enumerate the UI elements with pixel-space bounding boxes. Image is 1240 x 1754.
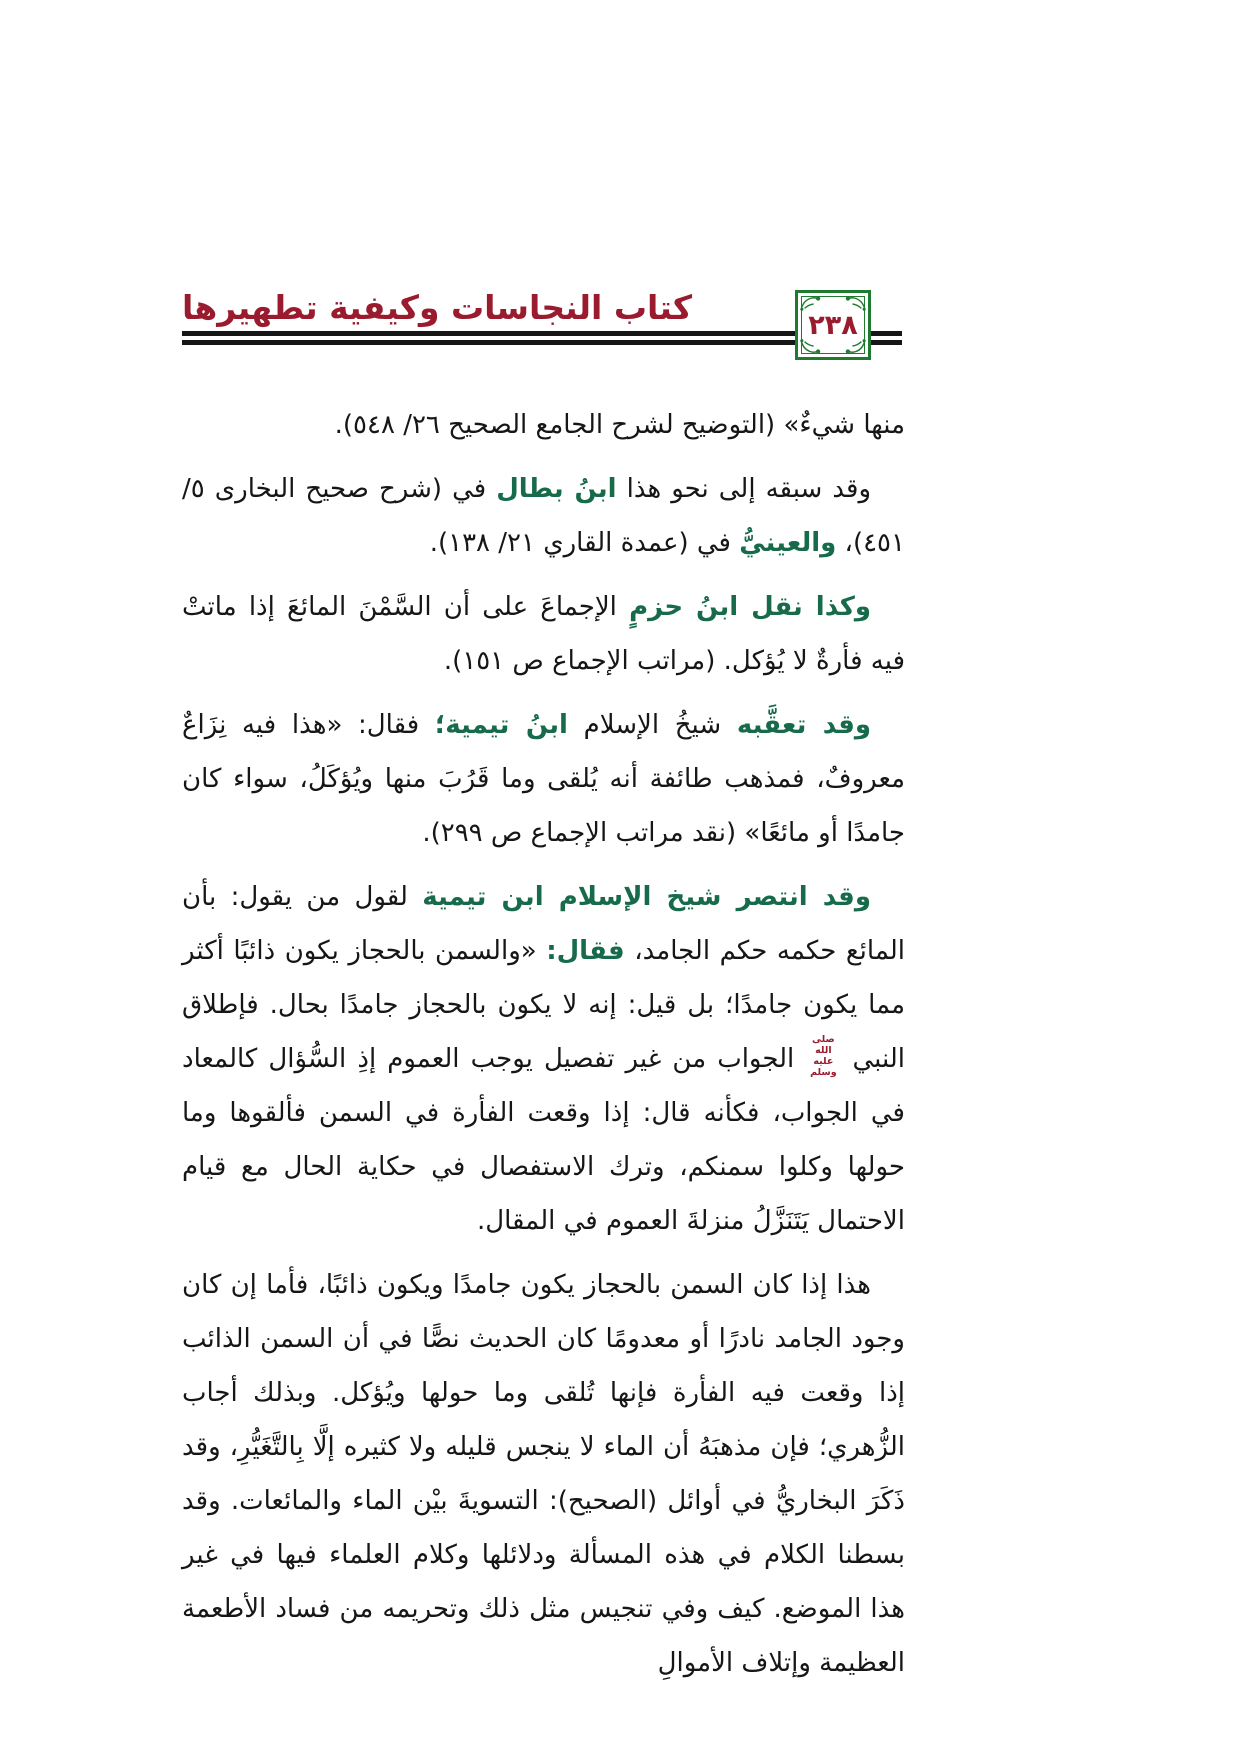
paragraph (182, 398, 905, 452)
text-run: في (عمدة القاري ٢١/ ١٣٨). (429, 528, 740, 558)
paragraph (182, 870, 905, 1248)
highlighted-name: وقد انتصر شيخ الإسلام ابن تيمية (422, 882, 871, 912)
page-header (182, 284, 905, 370)
page-number: ٢٣٨ (808, 309, 858, 341)
highlighted-name: وكذا نقل ابنُ حزمٍ (629, 592, 871, 622)
floral-corner-icon (845, 294, 867, 312)
salawat-seal-icon (805, 1035, 841, 1079)
salawat-seal-line: عليه وسلم (810, 1056, 837, 1078)
paragraph (182, 698, 905, 860)
text-run: فقال: «هذا فيه نِزَاعٌ معروفٌ، فمذهب طائفة أنه يُلقى وما قَرُبَ منها ويُؤكَلُ، سواء كان جامدًا أو مائعًا» (نقد مراتب الإجماع ص ٢٩٩). (182, 710, 905, 848)
highlighted-name: ابنُ بطال (496, 474, 617, 504)
highlighted-name: وقد تعقَّبه (736, 710, 871, 740)
text-run: الجواب من غير تفصيل يوجب العموم إذِ السُّؤال كالمعاد في الجواب، فكأنه قال: إذا وقعت الفأرة في السمن فألقوها وما حولها وكلوا سمنكم، وترك الاستفصال في حكاية الحال مع قيام الاحتمال يَتَنَزَّلُ منزلةَ العموم في المقال. (182, 1044, 905, 1236)
text-run: هذا إذا كان السمن بالحجاز يكون جامدًا ويكون ذائبًا، فأما إن كان وجود الجامد نادرًا أو معدومًا كان الحديث نصًّا في أن السمن الذائب إذا وقعت فيه الفأرة فإنها تُلقى وما حولها ويُؤكل. وبذلك أجاب الزُّهري؛ فإن مذهبَهُ أن الماء لا ينجس قليله ولا كثيره إلَّا بِالتَّغَيُّرِ، وقد ذَكَرَ البخاريُّ في أوائل (الصحيح): التسويةَ بيْن الماء والمائعات. وقد بسطنا الكلام في هذه المسألة ودلائلها وكلام العلماء فيها في غير هذا الموضع. كيف وفي تنجيس مثل ذلك وتحريمه من فساد الأطعمة العظيمة وإتلاف الأموالِ (182, 1270, 905, 1678)
book-title: كتاب النجاسات وكيفية تطهيرها (182, 288, 693, 327)
paragraph (182, 580, 905, 688)
page-number-box (795, 290, 871, 360)
text-run: في (شرح صحيح البخارى ٥/ ٤٥١)، (182, 474, 905, 558)
text-run: «والسمن بالحجاز يكون ذائبًا أكثر مما يكون جامدًا؛ بل قيل: إنه لا يكون بالحجاز جامدًا بحال. فإطلاق النبي (182, 936, 905, 1074)
text-run: وقد سبقه إلى نحو هذا (616, 474, 872, 504)
page-body (182, 398, 905, 1700)
floral-corner-icon (799, 294, 821, 312)
text-run: شيخُ الإسلام (567, 710, 737, 740)
text-run: الإجماعَ على أن السَّمْنَ المائعَ إذا ماتتْ فيه فأرةٌ لا يُؤكل. (مراتب الإجماع ص ١٥١). (182, 592, 905, 676)
floral-corner-icon (799, 338, 821, 356)
salawat-seal-line: صلى الله (812, 1034, 835, 1057)
floral-corner-icon (845, 338, 867, 356)
header-double-rule (182, 331, 902, 345)
paragraph (182, 462, 905, 570)
highlighted-name: فقال: (546, 936, 625, 966)
text-run: منها شيءٌ» (التوضيح لشرح الجامع الصحيح ٢٦/ ٥٤٨). (334, 410, 905, 440)
highlighted-name: والعينيُّ (739, 528, 837, 558)
paragraph (182, 1258, 905, 1690)
text-run: لقول من يقول: بأن المائع حكمه حكم الجامد، (182, 882, 906, 966)
highlighted-name: ابنُ تيمية؛ (434, 710, 568, 740)
